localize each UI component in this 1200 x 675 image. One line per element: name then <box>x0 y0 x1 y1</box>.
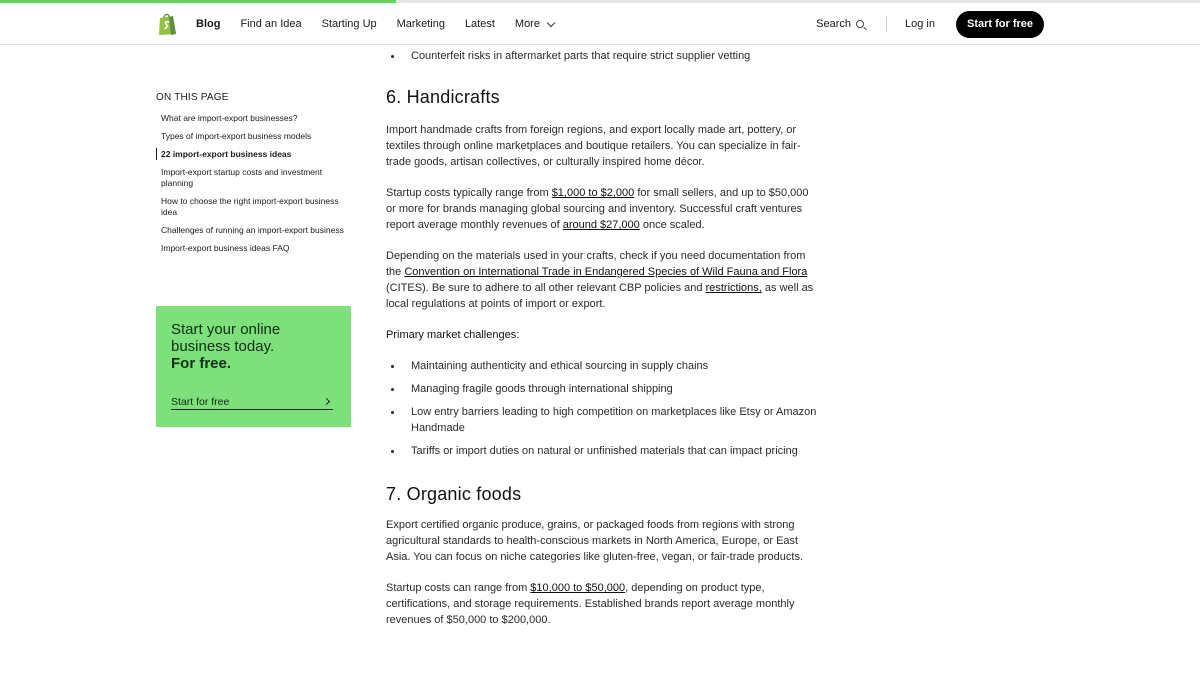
list-item: Maintaining authenticity and ethical sourcing in supply chains <box>386 358 821 374</box>
search-icon <box>856 20 864 28</box>
challenges-label: Primary market challenges: <box>386 329 520 341</box>
list-item: Low entry barriers leading to high competition on marketplaces like Etsy or Amazon Handmade <box>386 404 821 436</box>
previous-section-bullets <box>386 48 821 64</box>
text-run: Startup costs can range from <box>386 582 531 594</box>
list-item: Tariffs or import duties on natural or unfinished materials that can impact pricing <box>386 443 821 459</box>
shopify-bag-icon[interactable] <box>157 12 178 36</box>
promo-headline-line2: business today. <box>171 338 275 355</box>
start-for-free-button[interactable]: Start for free <box>956 11 1044 38</box>
text-run: once scaled. <box>639 219 705 231</box>
list-item: Counterfeit risks in aftermarket parts that require strict supplier vetting <box>386 48 821 64</box>
section-heading-handicrafts: 6. Handicrafts <box>386 87 500 107</box>
nav-link-latest[interactable]: Latest <box>464 18 495 30</box>
organic-costs <box>386 580 821 628</box>
handicrafts-regulations <box>386 248 821 312</box>
section-heading-organic-foods: 7. Organic foods <box>386 484 522 504</box>
nav-link-starting-up[interactable]: Starting Up <box>321 18 377 30</box>
nav-actions <box>816 3 1044 45</box>
organic-intro: Export certified organic produce, grains, or packaged foods from regions with strong agricultural standards to health-conscious markets in North America, Europe, or East Asia. You can focus on niche categories like gluten-free, vegan, or fair-trade products. <box>386 519 804 563</box>
text-run: as well as local regulations at points of import or export. <box>386 282 814 310</box>
toc-link-business-ideas[interactable]: 22 import-export business ideas <box>156 149 356 160</box>
link-revenue[interactable]: around $27,000 <box>562 219 640 231</box>
nav-more-dropdown[interactable] <box>515 18 554 30</box>
primary-nav <box>196 3 574 45</box>
signup-promo-card <box>156 306 351 427</box>
nav-link-find-an-idea[interactable]: Find an Idea <box>240 18 302 30</box>
text-run: for small sellers, and up to $50,000 or more for brands managing global sourcing and inventory. Successful craft ventures report average monthly revenues of <box>386 187 809 231</box>
table-of-contents <box>156 92 356 261</box>
nav-more-label: More <box>514 18 540 30</box>
list-item: Managing fragile goods through international shipping <box>386 381 821 397</box>
link-cites[interactable]: Convention on International Trade in Endangered Species of Wild Fauna and Flora <box>404 266 808 278</box>
search-button[interactable] <box>816 18 864 30</box>
handicrafts-intro: Import handmade crafts from foreign regions, and export locally made art, pottery, or textiles through online marketplaces and boutique retailers. You can specialize in fair-trade goods, artisan collectives, or culturally inspired home décor. <box>386 124 801 168</box>
link-organic-cost-range[interactable]: $10,000 to $50,000 <box>530 582 626 594</box>
link-restrictions[interactable]: restrictions, <box>705 282 762 294</box>
promo-start-link[interactable] <box>171 396 333 410</box>
article-body <box>386 48 821 643</box>
text-run: Startup costs typically range from <box>386 187 552 199</box>
promo-link-label: Start for free <box>171 396 230 408</box>
toc-link-faq[interactable]: Import-export business ideas FAQ <box>161 243 290 253</box>
text-run: Depending on the materials used in your crafts, check if you need documentation from the <box>386 250 806 278</box>
challenges-list <box>386 358 821 459</box>
chevron-right-icon <box>323 398 330 405</box>
chevron-down-icon <box>547 18 555 26</box>
top-navigation <box>0 3 1200 45</box>
text-run: (CITES). Be sure to adhere to all other relevant CBP policies and <box>386 282 706 294</box>
toc-link-choose-idea[interactable]: How to choose the right import-export business idea <box>161 196 339 217</box>
text-run: , depending on product type, certifications, and storage requirements. Established brands report average monthly revenues of $50,000 to $200,000. <box>386 582 795 626</box>
nav-link-marketing[interactable]: Marketing <box>396 18 445 30</box>
search-label: Search <box>816 18 852 30</box>
toc-title: ON THIS PAGE <box>156 92 229 103</box>
promo-headline-line3: For free. <box>171 355 232 372</box>
toc-link-challenges[interactable]: Challenges of running an import-export business <box>161 225 344 235</box>
nav-divider <box>886 16 887 32</box>
handicrafts-costs <box>386 185 821 233</box>
nav-link-blog[interactable]: Blog <box>196 18 221 30</box>
toc-link-what-are[interactable]: What are import-export businesses? <box>161 113 298 123</box>
promo-headline-line1: Start your online <box>171 321 281 338</box>
toc-link-startup-costs[interactable]: Import-export startup costs and investment planning <box>161 167 323 188</box>
login-link[interactable]: Log in <box>905 18 935 30</box>
toc-link-business-models[interactable]: Types of import-export business models <box>161 131 312 141</box>
link-cost-range[interactable]: $1,000 to $2,000 <box>551 187 635 199</box>
